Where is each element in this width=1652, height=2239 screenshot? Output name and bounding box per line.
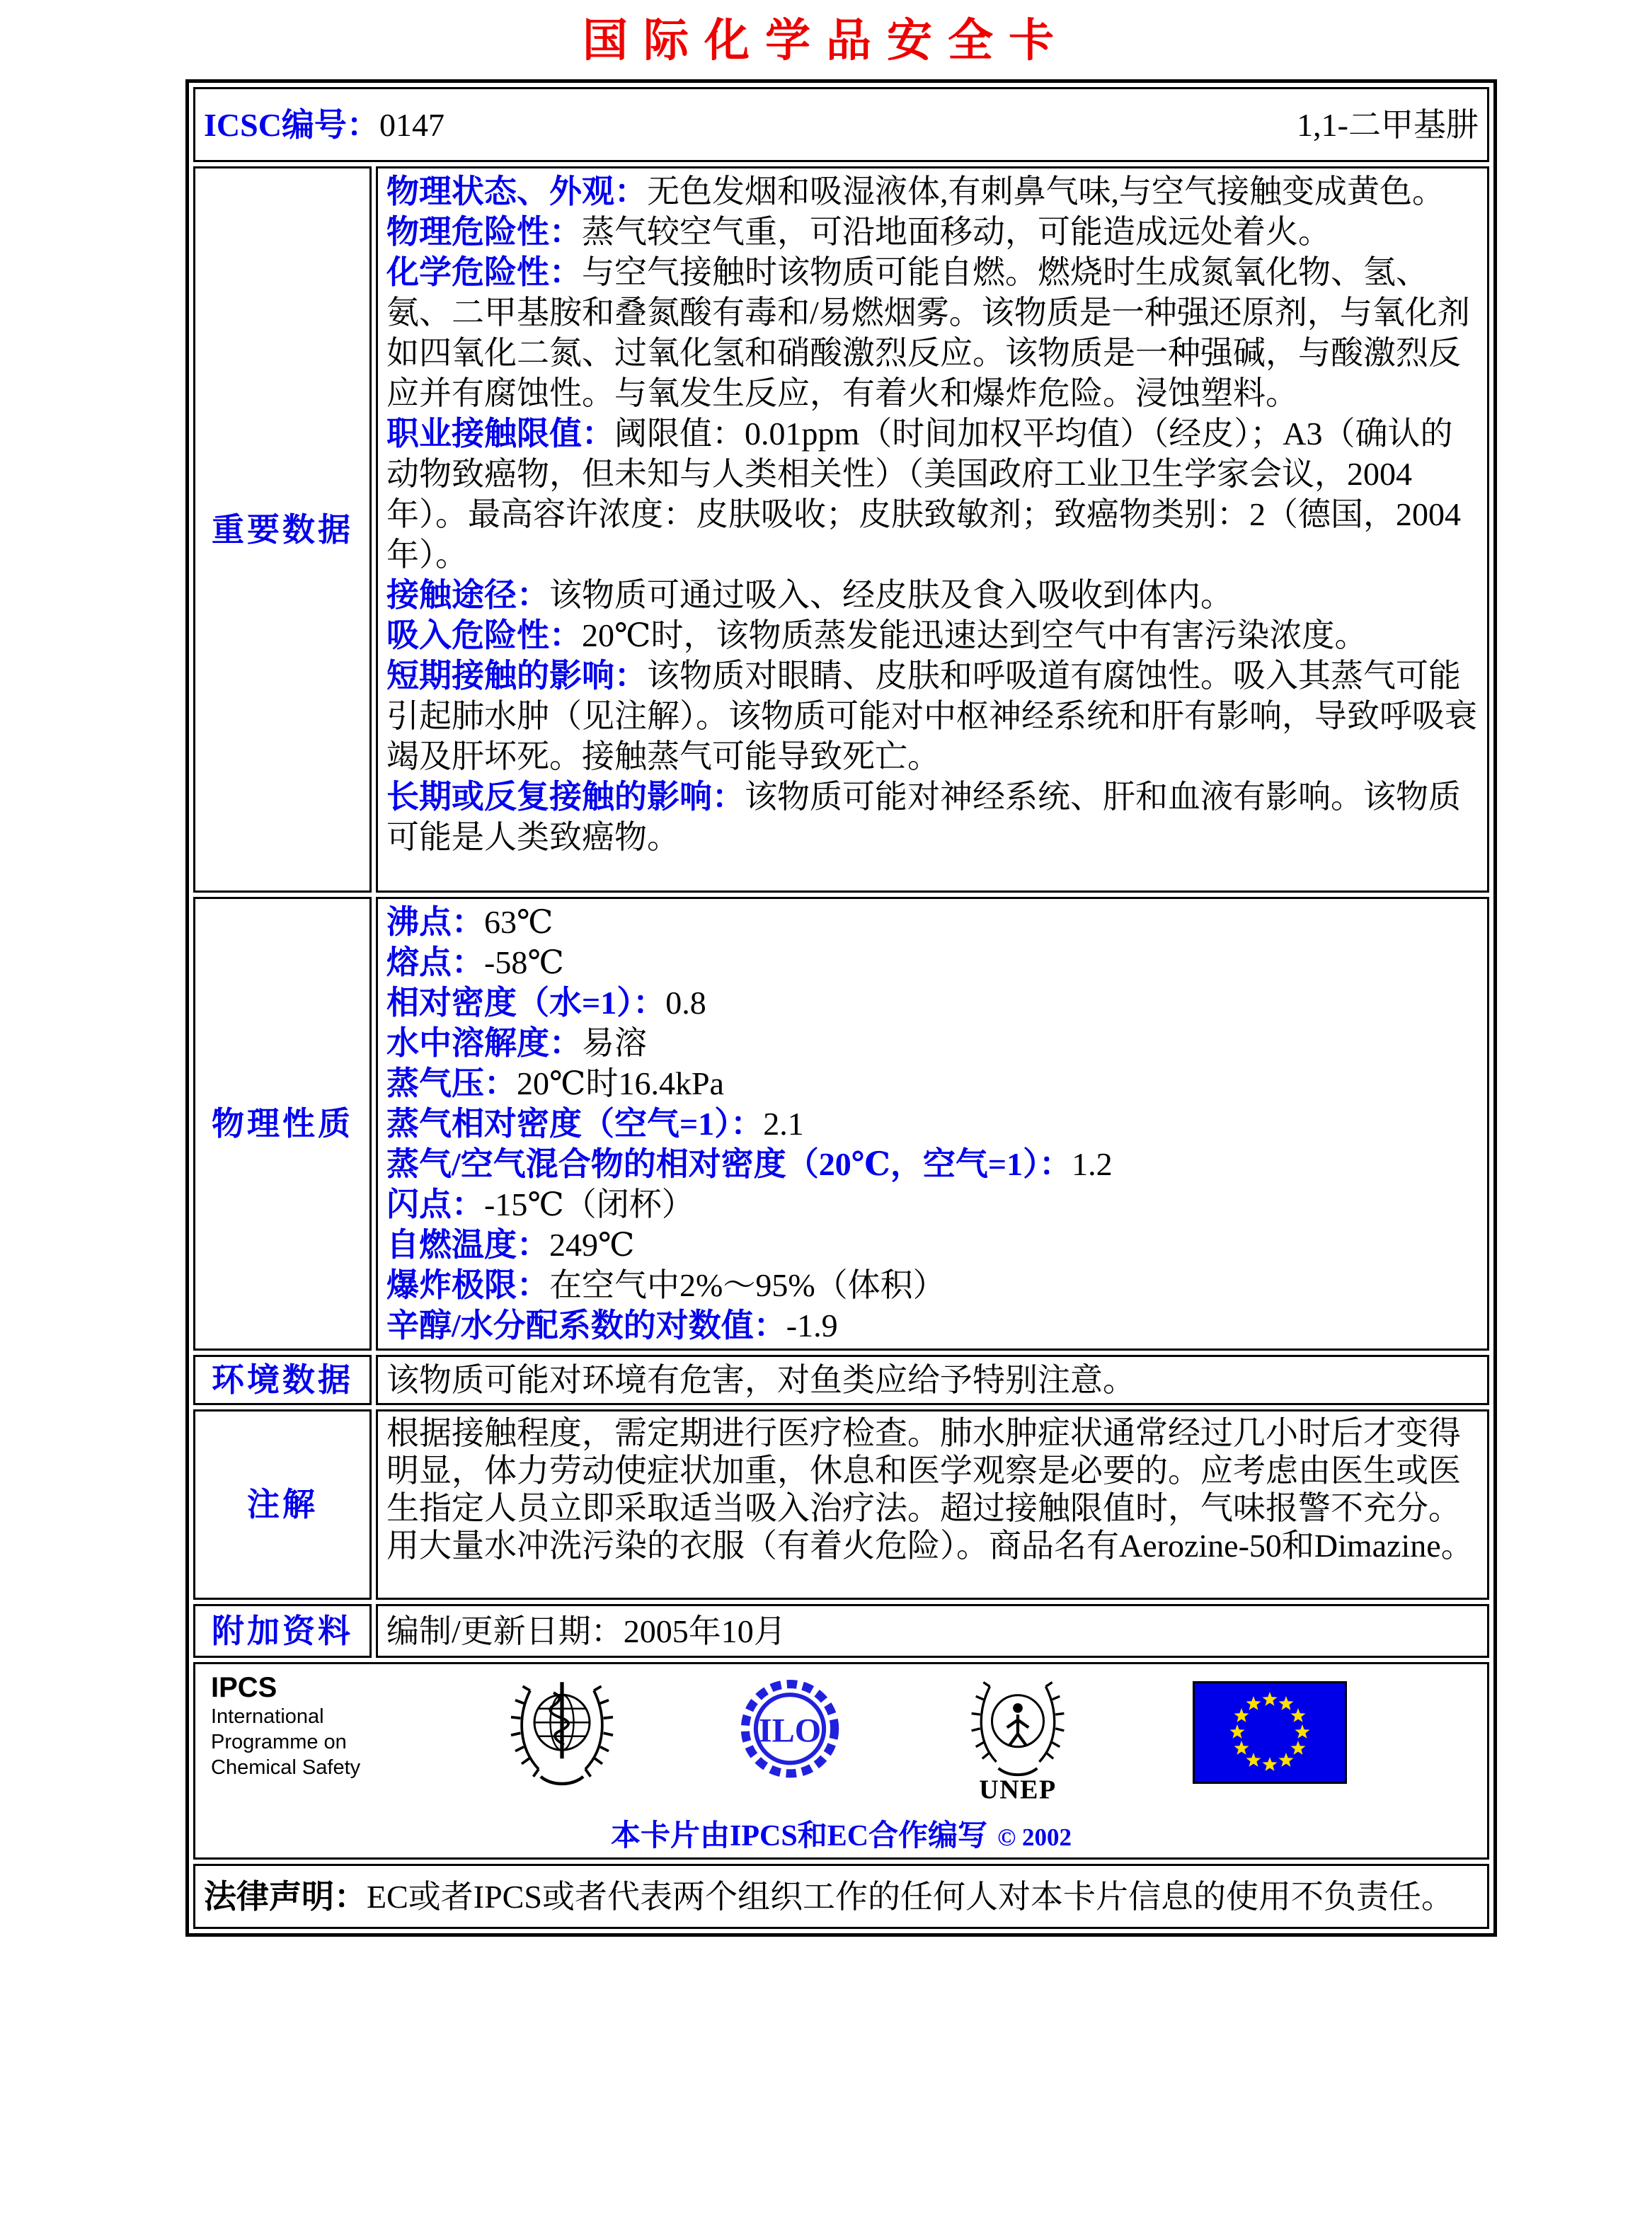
physical-item: 闪点：-15℃（闭杯） — [386, 1186, 694, 1222]
row-label-important: 重要数据 — [193, 166, 372, 893]
legal-notice-row — [193, 1864, 1489, 1929]
update-date-value: 2005年10月 — [623, 1613, 786, 1649]
logos-cell — [193, 1662, 1489, 1860]
important-item: 物理状态、外观：无色发烟和吸湿液体,有刺鼻气味,与空气接触变成黄色。 — [386, 173, 1445, 210]
who-logo-icon — [509, 1671, 615, 1805]
page-title: 国际化学品安全卡 — [583, 16, 1069, 66]
physical-item: 相对密度（水=1）：0.8 — [386, 985, 706, 1021]
important-item: 吸入危险性：20℃时，该物质蒸发能迅速达到空气中有害污染浓度。 — [386, 617, 1367, 653]
important-item: 职业接触限值：阈限值：0.01ppm（时间加权平均值）（经皮）；A3（确认的动物致癌物，但未知与人类相关性）（美国政府工业卫生学家会议，2004年）。最高容许浓度：皮肤吸收；皮肤致敏剂；致癌物类别：2（德国，2004年）。 — [386, 416, 1461, 573]
icsc-card-table — [185, 79, 1497, 1937]
row-label-physical: 物理性质 — [193, 897, 372, 1351]
credit-text: 本卡片由IPCS和EC合作编写 — [611, 1820, 988, 1853]
physical-properties-content — [376, 897, 1489, 1351]
physical-item: 蒸气相对密度（空气=1）：2.1 — [386, 1106, 804, 1142]
logo-strip — [204, 1667, 1479, 1812]
ipcs-acronym: IPCS — [211, 1672, 277, 1703]
row-label-additional: 附加资料 — [193, 1604, 372, 1658]
update-date-label: 编制/更新日期： — [386, 1613, 624, 1649]
eu-flag-icon — [1193, 1681, 1347, 1793]
physical-item: 蒸气压：20℃时16.4kPa — [386, 1065, 724, 1101]
credit-line — [204, 1819, 1479, 1855]
notes-row — [193, 1409, 1489, 1600]
svg-text:ILO: ILO — [758, 1712, 821, 1750]
legal-notice-cell — [193, 1864, 1489, 1929]
physical-item: 自燃温度：249℃ — [386, 1227, 635, 1263]
svg-text:UNEP: UNEP — [979, 1775, 1057, 1803]
row-label-environment: 环境数据 — [193, 1355, 372, 1405]
important-item: 长期或反复接触的影响：该物质可能对神经系统、肝和血液有影响。该物质可能是人类致癌物。 — [386, 779, 1461, 855]
physical-item: 沸点：63℃ — [386, 904, 553, 940]
physical-item: 水中溶解度：易溶 — [386, 1025, 647, 1061]
important-data-row — [193, 166, 1489, 893]
ipcs-text-block: IPCS International Programme on Chemical Safety — [211, 1671, 388, 1780]
header-cell — [193, 87, 1489, 162]
environment-data-content: 该物质可能对环境有危害，对鱼类应给予特别注意。 — [376, 1355, 1489, 1405]
row-label-notes: 注解 — [193, 1409, 372, 1600]
important-item: 化学危险性：与空气接触时该物质可能自燃。燃烧时生成氮氧化物、氢、氨、二甲基胺和叠氮酸有毒和/易燃烟雾。该物质是一种强还原剂，与氧化剂如四氧化二氮、过氧化氢和硝酸激烈反应。该物质是一种强碱，与酸激烈反应并有腐蚀性。与氧发生反应，有着火和爆炸危险。浸蚀塑料。 — [386, 254, 1470, 411]
physical-item: 蒸气/空气混合物的相对密度（20℃，空气=1）：1.2 — [386, 1146, 1113, 1182]
ilo-logo-icon — [736, 1671, 844, 1805]
chemical-name: 1,1-二甲基肼 — [1297, 106, 1479, 143]
legal-notice-label: 法律声明： — [204, 1878, 367, 1915]
physical-item: 辛醇/水分配系数的对数值：-1.9 — [386, 1307, 838, 1344]
icsc-number-label: ICSC编号： — [204, 106, 379, 143]
important-data-content — [376, 166, 1489, 893]
physical-item: 爆炸极限：在空气中2%～95%（体积） — [386, 1267, 946, 1303]
important-item: 接触途径：该物质可通过吸入、经皮肤及食入吸收到体内。 — [386, 577, 1233, 613]
additional-info-row — [193, 1604, 1489, 1658]
important-item: 物理危险性：蒸气较空气重，可沿地面移动，可能造成远处着火。 — [386, 214, 1331, 250]
copyright: © 2002 — [997, 1823, 1072, 1851]
unep-logo-icon — [964, 1671, 1072, 1812]
logos-row — [193, 1662, 1489, 1860]
additional-info-content — [376, 1604, 1489, 1658]
icsc-number-value: 0147 — [379, 106, 444, 143]
legal-notice-text: EC或者IPCS或者代表两个组织工作的任何人对本卡片信息的使用不负责任。 — [367, 1878, 1454, 1915]
icsc-page — [0, 4, 1652, 1937]
header-row — [193, 87, 1489, 162]
physical-item: 熔点：-58℃ — [386, 944, 564, 980]
important-item: 短期接触的影响：该物质对眼睛、皮肤和呼吸道有腐蚀性。吸入其蒸气可能引起肺水肿（见注解）。该物质可能对中枢神经系统和肝有影响，导致呼吸衰竭及肝坏死。接触蒸气可能导致死亡。 — [386, 658, 1477, 774]
notes-content: 根据接触程度，需定期进行医疗检查。肺水肿症状通常经过几小时后才变得明显，体力劳动使症状加重，休息和医学观察是必要的。应考虑由医生或医生指定人员立即采取适当吸入治疗法。超过接触限值时，气味报警不充分。用大量水冲洗污染的衣服（有着火危险）。商品名有Aerozine-50和Dimazine。 — [376, 1409, 1489, 1600]
physical-properties-row — [193, 897, 1489, 1351]
icsc-number — [204, 105, 444, 145]
environment-data-row — [193, 1355, 1489, 1405]
